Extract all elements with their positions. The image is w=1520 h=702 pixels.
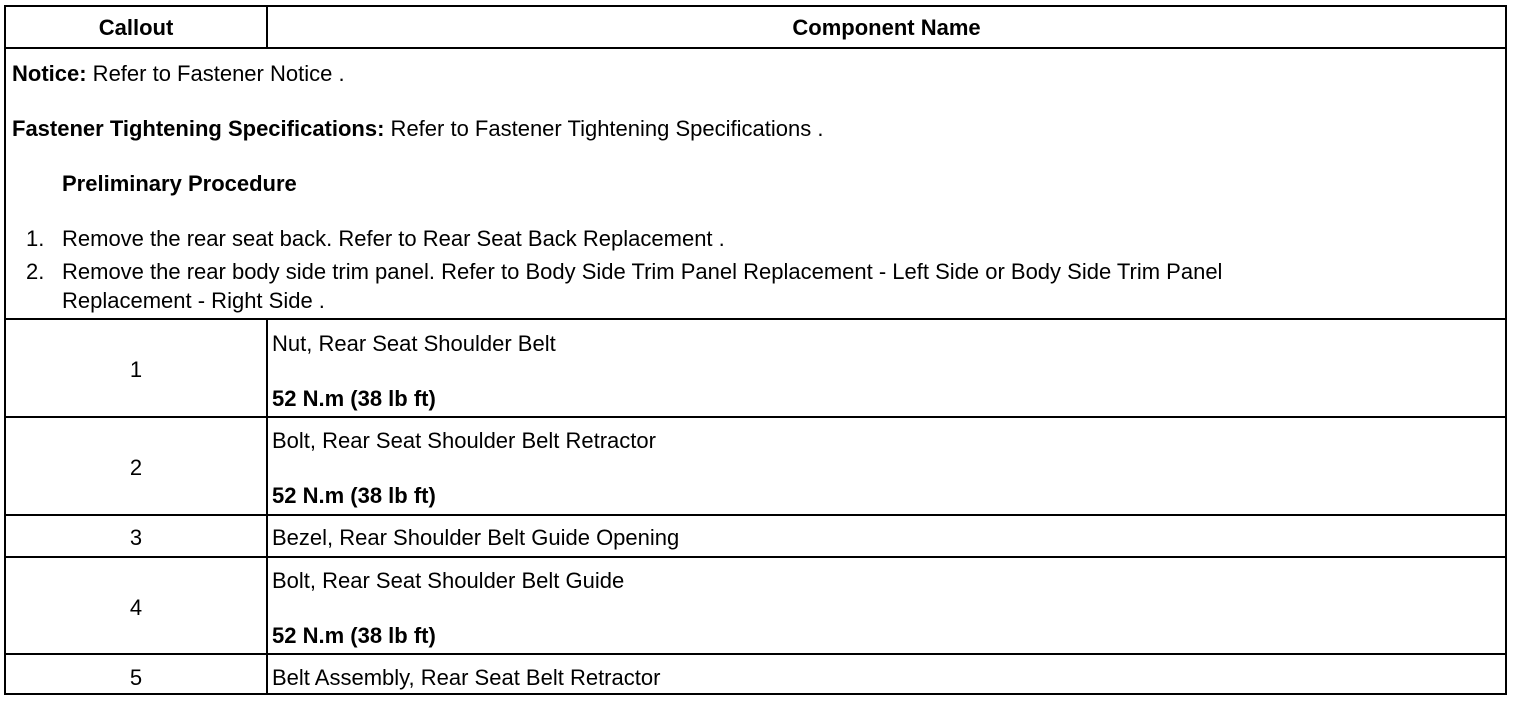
row-2-name: Bolt, Rear Seat Shoulder Belt Retractor (272, 428, 656, 453)
row-1-callout: 1 (129, 357, 143, 382)
row-1-spec: 52 N.m (38 lb ft) (272, 386, 436, 411)
step-2-text-line2: Replacement - Right Side . (62, 288, 325, 313)
header-callout: Callout (98, 15, 174, 40)
row-4-callout: 4 (129, 595, 143, 620)
step-1-number: 1. (26, 226, 45, 251)
row-2-bottom-rule (6, 514, 1505, 516)
row-3-bottom-rule (6, 556, 1505, 558)
fastener-spec-text: Refer to Fastener Tightening Specifications . (384, 116, 824, 141)
header-bottom-rule (6, 47, 1505, 49)
preliminary-procedure-heading: Preliminary Procedure (62, 171, 297, 196)
notice-text: Refer to Fastener Notice . (86, 61, 345, 86)
row-4-spec: 52 N.m (38 lb ft) (272, 623, 436, 648)
step-1-text: Remove the rear seat back. Refer to Rear Seat Back Replacement . (62, 226, 725, 251)
row-3-name: Bezel, Rear Shoulder Belt Guide Opening (272, 525, 680, 550)
row-5-callout: 5 (129, 665, 143, 690)
step-2-text-line1: Remove the rear body side trim panel. Refer to Body Side Trim Panel Replacement - Left Side or Body Side Trim Panel (62, 259, 1223, 284)
header-component-name: Component Name (792, 15, 981, 40)
step-2-number: 2. (26, 259, 45, 284)
component-table (4, 5, 1507, 695)
row-4-name: Bolt, Rear Seat Shoulder Belt Guide (272, 568, 625, 593)
fastener-spec-line (12, 116, 823, 142)
header-divider (266, 7, 268, 48)
row-2-callout: 2 (129, 455, 143, 480)
row-5-name: Belt Assembly, Rear Seat Belt Retractor (272, 665, 661, 690)
row-3-callout: 3 (129, 525, 143, 550)
notice-line (12, 61, 345, 87)
notice-label: Notice: (12, 61, 87, 86)
fastener-spec-label: Fastener Tightening Specifications: (12, 116, 385, 141)
row-1-name: Nut, Rear Seat Shoulder Belt (272, 331, 556, 356)
row-1-bottom-rule (6, 416, 1505, 418)
notice-bottom-rule (6, 318, 1505, 320)
row-2-spec: 52 N.m (38 lb ft) (272, 483, 436, 508)
column-divider (266, 318, 268, 695)
row-4-bottom-rule (6, 653, 1505, 655)
